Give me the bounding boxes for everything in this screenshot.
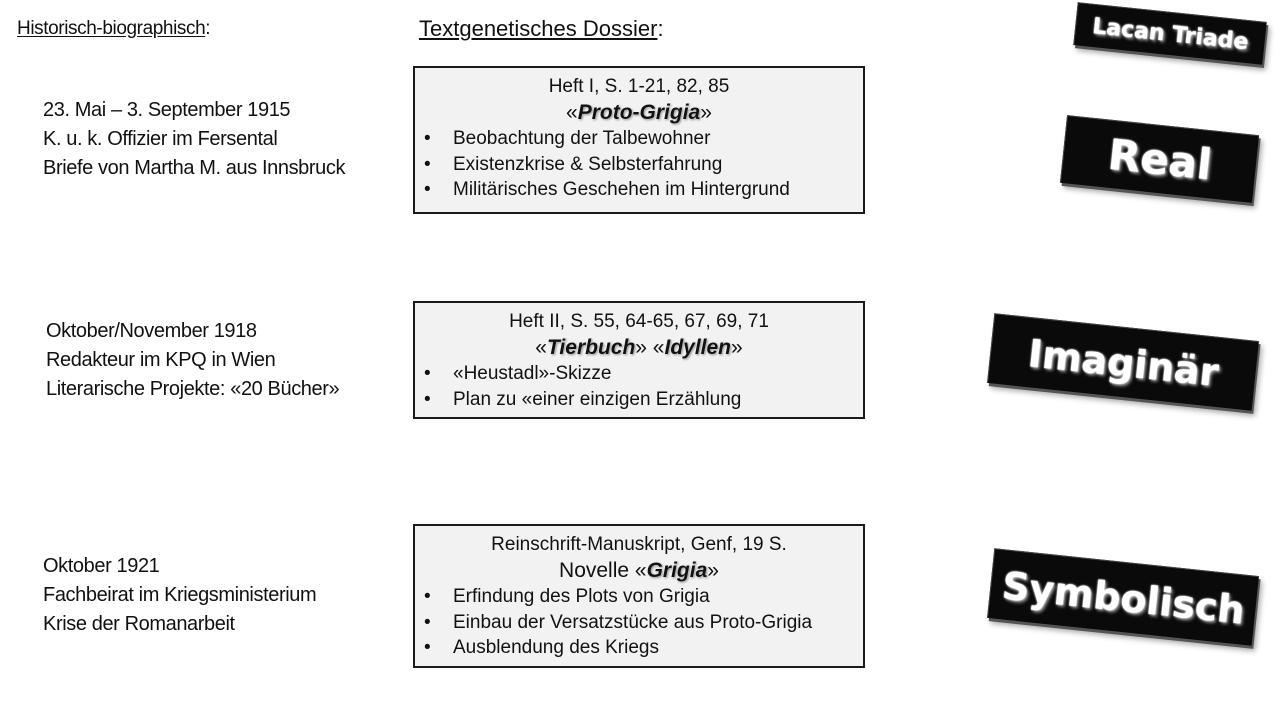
bio-line: Briefe von Martha M. aus Innsbruck — [43, 157, 346, 179]
tag-label: Real — [1105, 129, 1215, 190]
dossier-bullet-list — [415, 126, 863, 203]
list-item: • Beobachtung der Talbewohner — [415, 126, 863, 152]
bio-line: Redakteur im KPQ in Wien — [46, 349, 276, 371]
bio-block-1915 — [43, 96, 345, 183]
tag-symbolisch — [987, 548, 1259, 645]
dossier-source: Heft I, S. 1-21, 82, 85 — [548, 76, 730, 97]
dossier-title-work-2: Idyllen — [664, 336, 732, 359]
dossier-title — [415, 100, 863, 126]
list-item: • Militärisches Geschehen im Hintergrund — [415, 177, 863, 203]
heading-colon: : — [657, 16, 664, 41]
dossier-title-prefix: « — [566, 101, 578, 124]
dossier-title-separator: » « — [635, 336, 665, 359]
dossier-box-proto-grigia — [413, 66, 865, 214]
heading-historisch-biographisch-label: Historisch-biographisch — [17, 18, 206, 39]
heading-textgenetisches-dossier — [419, 16, 664, 42]
bio-line: Literarische Projekte: «20 Bücher» — [46, 378, 340, 400]
heading-colon: : — [205, 18, 211, 39]
dossier-source: Reinschrift-Manuskript, Genf, 19 S. — [491, 534, 787, 555]
heading-textgenetisches-dossier-label: Textgenetisches Dossier — [419, 16, 658, 41]
dossier-box-tierbuch-idyllen — [413, 301, 865, 419]
bio-line: Oktober 1921 — [43, 555, 160, 577]
bio-block-1918 — [46, 317, 339, 404]
dossier-title-work: Proto-Grigia — [577, 101, 701, 124]
dossier-title — [415, 558, 863, 584]
dossier-bullet-list — [415, 584, 863, 661]
dossier-box-grigia — [413, 524, 865, 668]
list-item: • Existenzkrise & Selbsterfahrung — [415, 152, 863, 178]
dossier-title — [415, 335, 863, 361]
tag-label: Symbolisch — [1000, 563, 1247, 633]
list-item: • Ausblendung des Kriegs — [415, 635, 863, 661]
dossier-bullet-list — [415, 361, 863, 412]
dossier-title-work: Tierbuch — [546, 336, 636, 359]
heading-historisch-biographisch — [17, 18, 210, 40]
dossier-title-prefix: Novelle « — [559, 559, 647, 582]
dossier-source: Heft II, S. 55, 64-65, 67, 69, 71 — [509, 311, 769, 332]
list-item: • Plan zu «einer einzigen Erzählung — [415, 387, 863, 413]
dossier-title-suffix: » — [700, 101, 712, 124]
bio-line: 23. Mai – 3. September 1915 — [43, 99, 291, 121]
tag-lacan-triade — [1073, 2, 1266, 65]
dossier-title-work: Grigia — [646, 559, 708, 582]
bio-block-1921 — [43, 552, 316, 639]
list-item: • «Heustadl»-Skizze — [415, 361, 863, 387]
list-item: • Einbau der Versatzstücke aus Proto-Grigia — [415, 610, 863, 636]
tag-imaginar — [987, 313, 1259, 410]
tag-real — [1060, 115, 1259, 203]
bio-line: Fachbeirat im Kriegsministerium — [43, 584, 317, 606]
bio-line: Oktober/November 1918 — [46, 320, 257, 342]
dossier-title-prefix: « — [535, 336, 547, 359]
dossier-title-suffix: » — [707, 559, 719, 582]
dossier-title-suffix: » — [731, 336, 743, 359]
bio-line: Krise der Romanarbeit — [43, 613, 235, 635]
list-item: • Erfindung des Plots von Grigia — [415, 584, 863, 610]
bio-line: K. u. k. Offizier im Fersental — [43, 128, 278, 150]
tag-label: Imaginär — [1026, 331, 1221, 395]
tag-label: Lacan Triade — [1091, 13, 1250, 56]
